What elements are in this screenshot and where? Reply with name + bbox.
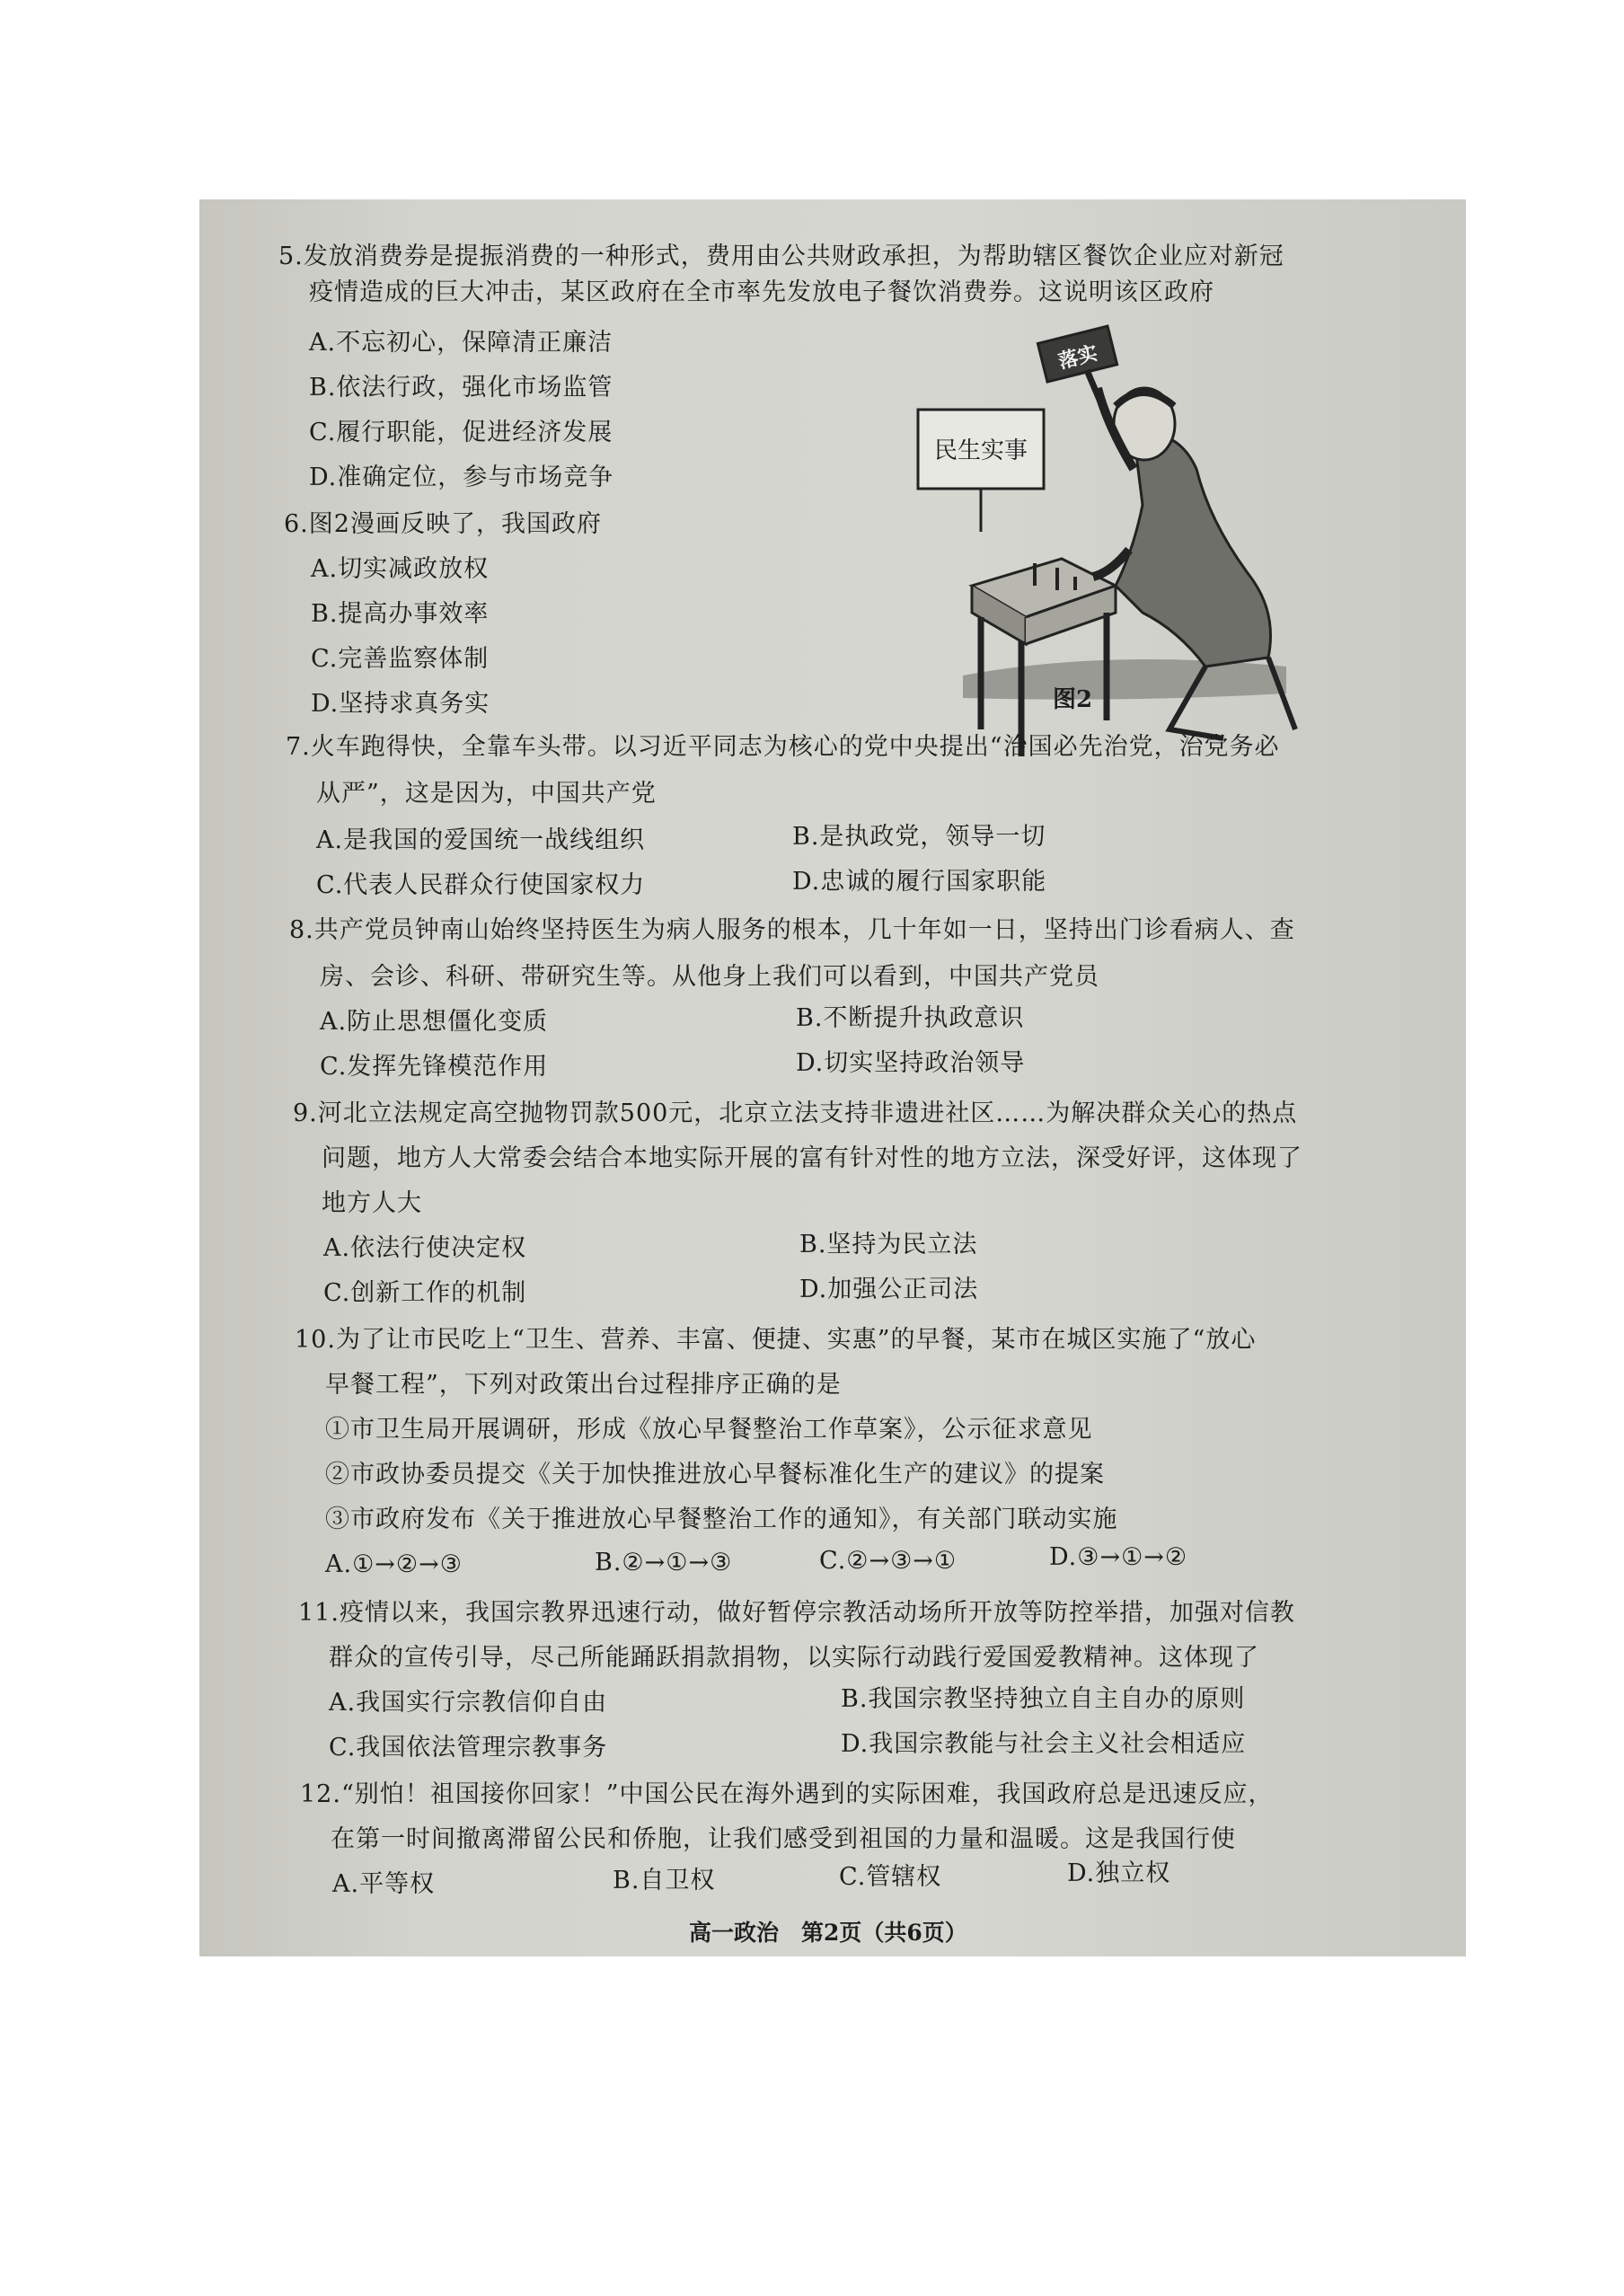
question-12-option-b: B.自卫权 — [613, 1867, 716, 1894]
question-11-option-a: A.我国实行宗教信仰自由 — [329, 1689, 608, 1717]
question-10-statement-2: ②市政协委员提交《关于加快推进放心早餐标准化生产的建议》的提案 — [325, 1461, 1105, 1488]
question-10-option-a: A.①→②→③ — [325, 1550, 463, 1578]
question-12-line-1: 12.“别怕！祖国接你回家！”中国公民在海外遇到的实际困难，我国政府总是迅速反应， — [300, 1780, 1274, 1808]
question-8-option-b: B.不断提升执政意识 — [796, 1004, 1025, 1032]
question-7-line-1: 7.火车跑得快，全靠车头带。以习近平同志为核心的党中央提出“治国必先治党，治党务必 — [286, 733, 1280, 761]
exam-page — [199, 199, 1466, 1956]
question-10-statement-1: ①市卫生局开展调研，形成《放心早餐整治工作草案》，公示征求意见 — [325, 1416, 1093, 1444]
question-8-option-d: D.切实坚持政治领导 — [796, 1049, 1026, 1077]
question-9-option-d: D.加强公正司法 — [799, 1276, 979, 1303]
question-8-option-c: C.发挥先锋模范作用 — [320, 1053, 549, 1081]
question-6-option-c: C.完善监察体制 — [311, 645, 490, 673]
question-5-line-2: 疫情造成的巨大冲击，某区政府在全市率先发放电子餐饮消费券。这说明该区政府 — [309, 278, 1214, 306]
question-6-option-a: A.切实减政放权 — [311, 555, 490, 583]
question-10-line-1: 10.为了让市民吃上“卫生、营养、丰富、便捷、实惠”的早餐，某市在城区实施了“放心 — [295, 1326, 1257, 1354]
question-11-line-2: 群众的宣传引导，尽己所能踊跃捐款捐物，以实际行动践行爱国爱教精神。这体现了 — [329, 1644, 1259, 1672]
question-11-line-1: 11.疫情以来，我国宗教界迅速行动，做好暂停宗教活动场所开放等防控举措，加强对信教 — [298, 1599, 1295, 1627]
question-12-option-d: D.独立权 — [1067, 1859, 1171, 1887]
question-9-line-2: 问题，地方人大常委会结合本地实际开展的富有针对性的地方立法，深受好评，这体现了 — [322, 1144, 1302, 1172]
question-8-option-a: A.防止思想僵化变质 — [320, 1008, 549, 1036]
question-10-line-2: 早餐工程”，下列对政策出台过程排序正确的是 — [325, 1371, 842, 1399]
question-10-statement-3: ③市政府发布《关于推进放心早餐整治工作的通知》，有关部门联动实施 — [325, 1506, 1118, 1533]
question-10-option-b: B.②→①→③ — [595, 1549, 733, 1576]
question-7-option-b: B.是执政党，领导一切 — [792, 823, 1046, 851]
question-10-option-d: D.③→①→② — [1049, 1543, 1188, 1571]
cartoon-figure — [909, 316, 1313, 774]
question-12-option-a: A.平等权 — [332, 1870, 436, 1898]
question-5-line-1: 5.发放消费券是提振消费的一种形式，费用由公共财政承担，为帮助辖区餐饮企业应对新冠 — [278, 243, 1284, 270]
question-6-line-1: 6.图2漫画反映了，我国政府 — [284, 510, 602, 538]
page-footer: 高一政治 第2页（共6页） — [689, 1920, 967, 1946]
question-11-option-b: B.我国宗教坚持独立自主自办的原则 — [841, 1685, 1246, 1713]
question-7-line-2: 从严”，这是因为，中国共产党 — [316, 780, 657, 808]
question-5-option-b: B.依法行政，强化市场监管 — [309, 374, 613, 402]
question-9-option-b: B.坚持为民立法 — [799, 1231, 978, 1258]
question-9-line-1: 9.河北立法规定高空抛物罚款500元，北京立法支持非遗进社区……为解决群众关心的热点 — [293, 1099, 1298, 1127]
question-6-option-b: B.提高办事效率 — [311, 600, 490, 628]
question-8-line-2: 房、会诊、科研、带研究生等。从他身上我们可以看到，中国共产党员 — [320, 963, 1099, 991]
figure-caption: 图2 — [1053, 686, 1093, 713]
hammer-text: 落实 — [1055, 341, 1100, 373]
question-12-line-2: 在第一时间撤离滞留公民和侨胞，让我们感受到祖国的力量和温暖。这是我国行使 — [331, 1825, 1236, 1853]
question-6-option-d: D.坚持求真务实 — [311, 690, 490, 718]
question-9-line-3: 地方人大 — [322, 1189, 422, 1217]
question-5-option-a: A.不忘初心，保障清正廉洁 — [309, 329, 613, 357]
question-7-option-a: A.是我国的爱国统一战线组织 — [316, 826, 646, 854]
question-5-option-c: C.履行职能，促进经济发展 — [309, 419, 613, 446]
question-10-option-c: C.②→③→① — [819, 1547, 958, 1575]
question-8-line-1: 8.共产党员钟南山始终坚持医生为病人服务的根本，几十年如一日，坚持出门诊看病人、查 — [289, 916, 1295, 944]
question-9-option-c: C.创新工作的机制 — [323, 1279, 527, 1307]
question-9-option-a: A.依法行使决定权 — [323, 1234, 527, 1262]
question-7-option-c: C.代表人民群众行使国家权力 — [316, 871, 646, 899]
question-7-option-d: D.忠诚的履行国家职能 — [792, 868, 1047, 896]
question-11-option-d: D.我国宗教能与社会主义社会相适应 — [841, 1730, 1247, 1758]
sign-text: 民生实事 — [933, 437, 1028, 464]
question-12-option-c: C.管辖权 — [839, 1863, 942, 1891]
question-11-option-c: C.我国依法管理宗教事务 — [329, 1734, 608, 1762]
question-5-option-d: D.准确定位，参与市场竞争 — [309, 464, 614, 491]
